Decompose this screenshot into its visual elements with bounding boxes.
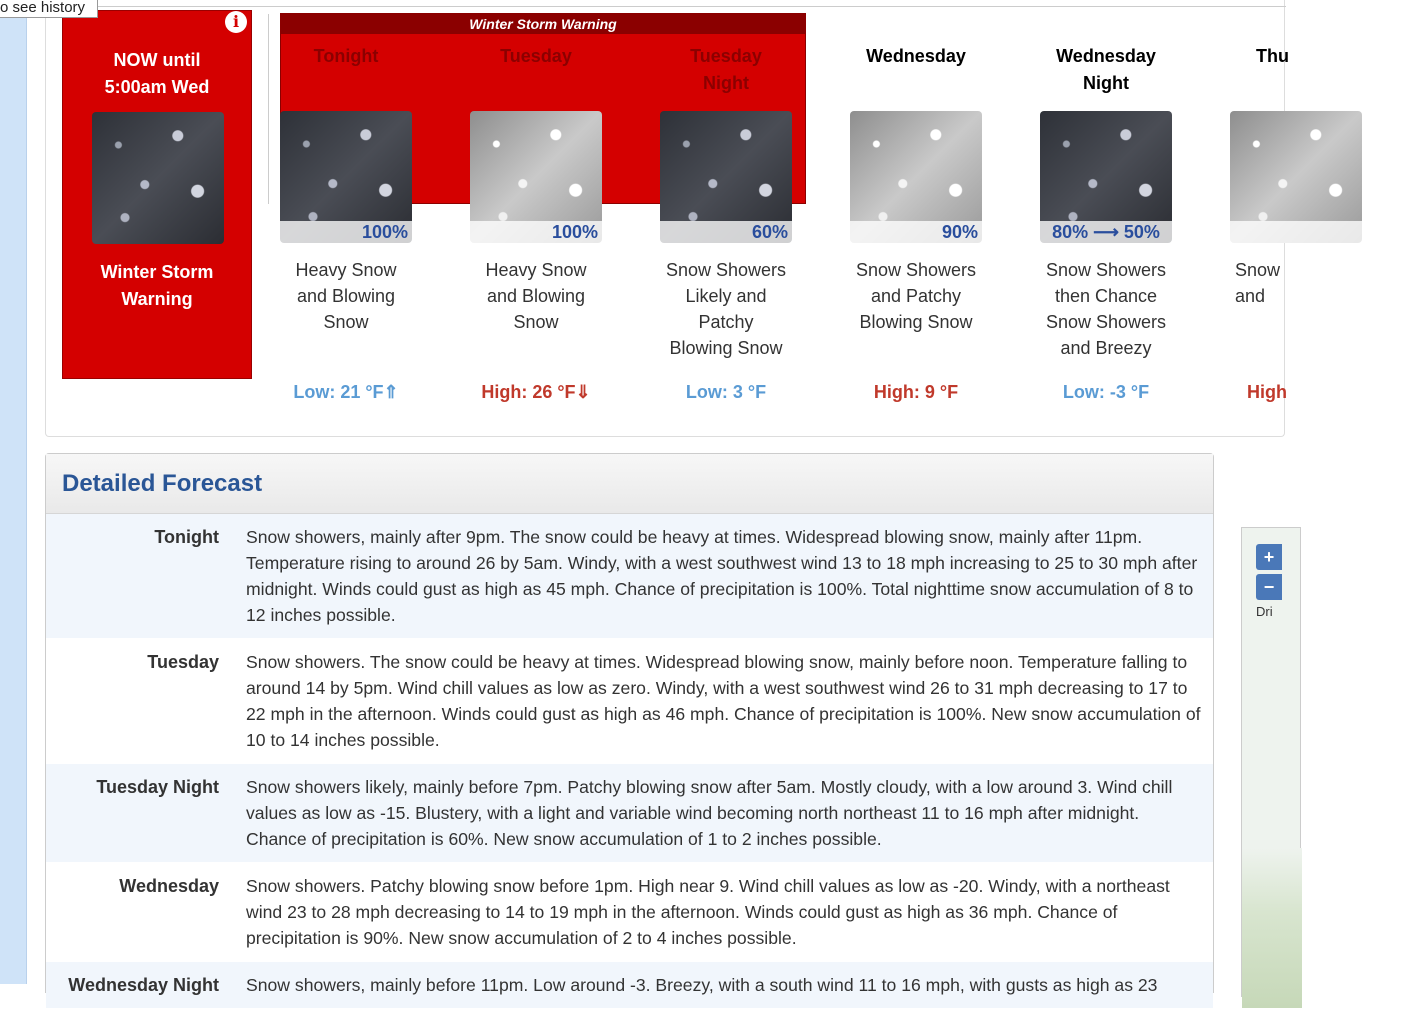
period-name xyxy=(451,43,621,70)
short-forecast xyxy=(641,257,811,361)
precip-chance xyxy=(1230,221,1362,243)
short-line1: Heavy Snow xyxy=(295,260,397,280)
detail-row-label: Wednesday xyxy=(119,876,219,896)
snow-showers-icon xyxy=(850,111,982,243)
map-zoom-in-button[interactable]: + xyxy=(1256,544,1282,570)
forecast-map[interactable] xyxy=(1241,527,1301,997)
short-line3: Snow xyxy=(513,312,559,332)
hazard-line1: Winter Storm xyxy=(100,262,214,282)
precip-chance: 80% ⟶ 50% xyxy=(1040,221,1172,243)
short-line2: and Blowing xyxy=(296,286,396,306)
period-name xyxy=(261,43,431,70)
short-line1: Snow Showers xyxy=(665,260,787,280)
temperature-high: High xyxy=(1247,382,1287,402)
short-line2: Likely and xyxy=(685,286,767,306)
detail-row-text: Snow showers likely, mainly before 7pm. Patchy blowing snow after 5am. Mostly cloudy, with a low around 3. Wind chill values as low as -15. Blustery, with a light and variable wind becoming north northeast 11 to 16 mph after midnight. Chance of precipitation is 60%. New snow accumulation of 1 to 2 inches possible. xyxy=(246,777,1173,849)
temperature-low: Low: 3 °F xyxy=(685,382,767,402)
short-forecast xyxy=(1235,257,1405,309)
detail-row-wednesday xyxy=(46,863,1213,962)
period-name-line1: Tuesday xyxy=(500,46,572,66)
precip-chance: 90% xyxy=(850,221,982,243)
short-forecast xyxy=(261,257,431,335)
panel-top-border xyxy=(46,6,1286,7)
period-name xyxy=(641,43,811,97)
snow-showers-icon xyxy=(1230,111,1362,243)
info-icon-wrap[interactable] xyxy=(223,11,249,35)
short-line2: and xyxy=(1235,286,1266,306)
detail-row-wednesday-night xyxy=(46,962,1213,1009)
period-name xyxy=(1021,43,1191,97)
snow-showers-icon xyxy=(1040,111,1172,243)
short-line3: Snow xyxy=(323,312,369,332)
detail-row-text: Snow showers. Patchy blowing snow before 1pm. High near 9. Wind chill values as low as -20. Windy, with a northeast wind 23 to 28 mph decreasing to 14 to 19 mph in the afternoon. Winds could gust as high as 36 mph. Chance of precipitation is 90%. New snow accumulation of 2 to 4 inches possible. xyxy=(246,876,1170,948)
period-name-line1: Wednesday xyxy=(866,46,966,66)
short-forecast xyxy=(1021,257,1191,361)
temperature-low: Low: 21 °F⇑ xyxy=(293,382,399,402)
map-terrain xyxy=(1242,848,1302,1008)
warning-band-title[interactable]: Winter Storm Warning xyxy=(281,14,805,34)
browser-left-strip xyxy=(0,0,27,984)
seven-day-forecast-panel xyxy=(45,0,1289,437)
period-name-line1: Tuesday xyxy=(690,46,762,66)
detail-row-tonight xyxy=(46,514,1213,639)
detail-row-tuesday xyxy=(46,639,1213,764)
detail-row-label: Tuesday Night xyxy=(96,777,219,797)
detail-row-tuesday-night xyxy=(46,764,1213,863)
hazard-label[interactable] xyxy=(63,259,251,313)
short-line3: Snow Showers xyxy=(1045,312,1167,332)
history-tooltip: o see history xyxy=(0,0,98,18)
detail-row-label: Wednesday Night xyxy=(68,975,219,995)
temperature-high: High: 26 °F⇓ xyxy=(481,382,591,402)
detailed-forecast-panel xyxy=(45,453,1214,993)
detailed-forecast-title: Detailed Forecast xyxy=(62,470,263,497)
short-forecast xyxy=(451,257,621,335)
short-line4: and Breezy xyxy=(1060,338,1152,358)
period-name xyxy=(1256,43,1426,70)
short-line2: and Blowing xyxy=(486,286,586,306)
heavy-snow-icon xyxy=(92,112,224,244)
detail-row-label: Tonight xyxy=(154,527,219,547)
short-line1: Snow xyxy=(1235,260,1281,280)
map-place-label: Dri xyxy=(1256,604,1273,619)
short-line4: Blowing Snow xyxy=(669,338,783,358)
detail-row-text: Snow showers. The snow could be heavy at times. Widespread blowing snow, mainly before noon. Temperature falling to around 14 by 5pm. Wind chill values as low as zero. Windy, with a west southwest wind 26 to 31 mph decreasing to 17 to 22 mph in the afternoon. Winds could gust as high as 46 mph. Chance of precipitation is 100%. New snow accumulation of 10 to 14 inches possible. xyxy=(246,652,1201,750)
map-zoom-out-button[interactable]: − xyxy=(1256,574,1282,600)
period-name-line1: Wednesday xyxy=(1056,46,1156,66)
short-forecast xyxy=(831,257,1001,335)
snow-showers-icon xyxy=(660,111,792,243)
heavy-snow-icon xyxy=(280,111,412,243)
precip-chance: 100% xyxy=(280,221,412,243)
current-period-label xyxy=(63,47,251,101)
current-period-line1: NOW until xyxy=(113,50,201,70)
detail-row-text: Snow showers, mainly after 9pm. The snow could be heavy at times. Widespread blowing snow, mainly after 11pm. Temperature rising to around 26 by 5am. Windy, with a west southwest wind 13 to 18 mph increasing to 25 to 30 mph after midnight. Winds could gust as high as 45 mph. Chance of precipitation is 100%. Total nighttime snow accumulation of 8 to 12 inches possible. xyxy=(246,527,1198,625)
short-line3: Patchy xyxy=(698,312,754,332)
current-hazard-box[interactable] xyxy=(62,10,252,379)
heavy-snow-icon xyxy=(470,111,602,243)
period-name xyxy=(831,43,1001,70)
detail-row-label: Tuesday xyxy=(147,652,219,672)
short-line3: Blowing Snow xyxy=(859,312,973,332)
temperature-high: High: 9 °F xyxy=(873,382,959,402)
detailed-forecast-header xyxy=(46,454,1213,514)
period-name-line2: Night xyxy=(1083,73,1129,93)
short-line2: then Chance xyxy=(1054,286,1158,306)
short-line1: Heavy Snow xyxy=(485,260,587,280)
hazard-line2: Warning xyxy=(121,289,193,309)
temperature-low: Low: -3 °F xyxy=(1062,382,1150,402)
info-icon[interactable]: i xyxy=(225,11,247,33)
period-name-line1: Tonight xyxy=(313,46,379,66)
precip-chance: 60% xyxy=(660,221,792,243)
period-name-line2: Night xyxy=(703,73,749,93)
short-line1: Snow Showers xyxy=(1045,260,1167,280)
period-name-line1: Thu xyxy=(1256,46,1289,66)
current-period-line2: 5:00am Wed xyxy=(104,77,210,97)
short-line2: and Patchy xyxy=(870,286,962,306)
detail-row-text: Snow showers, mainly before 11pm. Low around -3. Breezy, with a south wind 11 to 16 mph, with gusts as high as 23 xyxy=(246,975,1158,995)
short-line1: Snow Showers xyxy=(855,260,977,280)
precip-chance: 100% xyxy=(470,221,602,243)
